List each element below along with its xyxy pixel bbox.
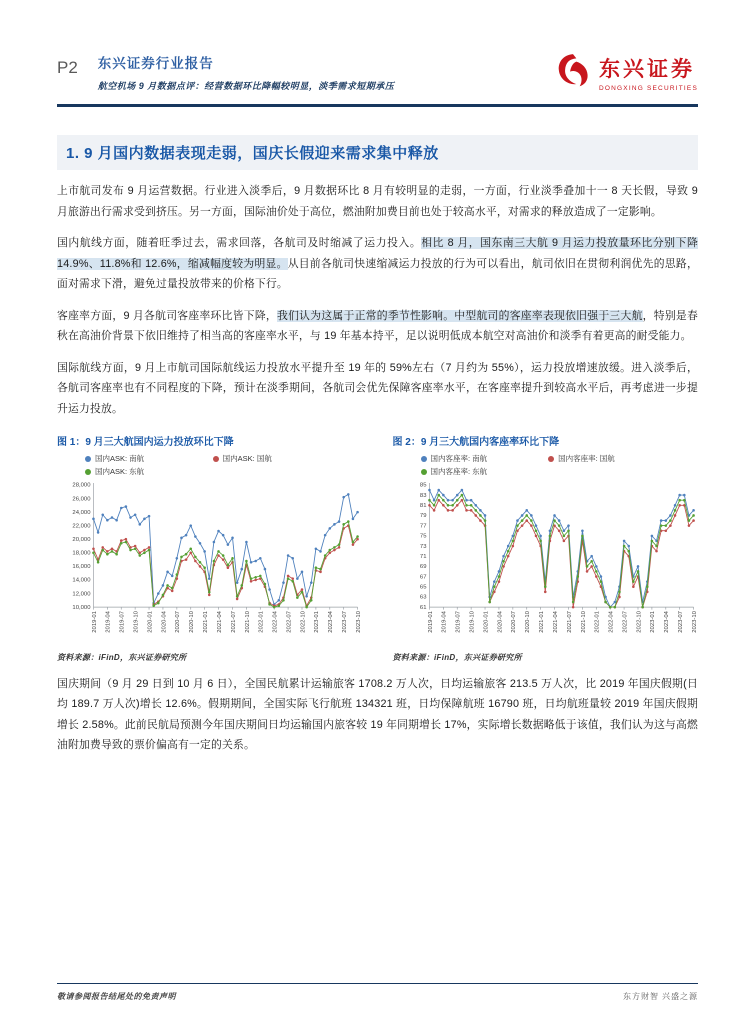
svg-text:2023-07: 2023-07 [677,611,684,633]
svg-text:12,000: 12,000 [72,591,91,598]
figure-1-title: 图 1：9 月三大航国内运力投放环比下降 [57,437,234,448]
figure-2-legend [421,453,699,477]
figure-2-title: 图 2：9 月三大航国内客座率环比下降 [392,437,560,448]
svg-text:2022-04: 2022-04 [272,611,279,633]
svg-text:2022-01: 2022-01 [258,611,265,633]
svg-text:14,000: 14,000 [72,577,91,584]
logo-name-cn: 东兴证券 [598,57,695,81]
svg-text:2020-01: 2020-01 [147,611,154,633]
legend-marker-icon [421,469,427,475]
svg-text:2020-04: 2020-04 [496,611,503,633]
svg-text:2023-10: 2023-10 [355,611,362,633]
svg-text:2019-01: 2019-01 [427,611,434,633]
figure-2-chart [393,479,699,649]
header-divider [57,104,698,107]
svg-text:81: 81 [419,503,427,510]
svg-text:75: 75 [419,533,427,540]
svg-text:2020-07: 2020-07 [510,611,517,633]
svg-text:2023-01: 2023-01 [314,611,321,633]
legend-item [213,453,341,464]
header-titles [98,52,395,92]
svg-text:71: 71 [419,553,427,560]
svg-text:2019-01: 2019-01 [91,611,98,633]
body-paragraphs-bottom [57,674,698,756]
text-run: 国庆期间（9 月 29 日到 10 月 6 日），全国民航累计运输旅客 1708.2 万人次，日均运输旅客 213.5 万人次，比 2019 年国庆假期(日均 189.7 万人次)增长 12.6%。假期期间，全国实际飞行航班 134321 班，日均保障航班 16790 班，日均航班量较 2019 年国庆假期增长 2.58%。此前民航局预测今年国庆期间日均运输国内旅客较 19 年同期增长 17%，实际增长数据略低于该值，我们认为这与高燃油附加费导致的票价偏高有一定的关系。 [57,677,698,751]
svg-text:2021-04: 2021-04 [552,611,559,633]
svg-text:2020-04: 2020-04 [161,611,168,633]
company-logo [553,50,698,95]
svg-text:2022-10: 2022-10 [635,611,642,633]
legend-item [85,466,213,477]
paragraph [57,233,698,295]
svg-text:10,000: 10,000 [72,604,91,611]
svg-text:2021-01: 2021-01 [538,611,545,633]
svg-text:67: 67 [419,574,427,581]
figure-2-source: 资料来源：iFinD，东兴证券研究所 [392,652,522,662]
figure-1-legend [85,453,363,477]
legend-marker-icon [85,469,91,475]
legend-marker-icon [548,456,554,462]
svg-text:77: 77 [419,523,427,530]
figure-1 [57,433,363,663]
legend-item [85,453,213,464]
svg-text:61: 61 [419,604,427,611]
logo-name-en: DONGXING SECURITIES [598,85,698,92]
legend-item [421,466,549,477]
svg-text:2021-10: 2021-10 [244,611,251,633]
svg-text:2021-04: 2021-04 [216,611,223,633]
legend-label: 国内客座率: 国航 [558,454,615,463]
svg-text:16,000: 16,000 [72,564,91,571]
highlighted-text: 我们认为这属于正常的季节性影响。中型航司的客座率表现依旧强于三大航 [277,309,643,322]
section-heading-bar [57,135,698,170]
svg-text:24,000: 24,000 [72,509,91,516]
text-run: 国际航线方面，9 月上市航司国际航线运力投放水平提升至 19 年的 59%左右（7 月约为 55%），运力投放增速放缓。进入淡季后，各航司客座率也有不同程度的下降，预计在淡季期间，各航司会优先保障客座率水平，在客座率提升到较高水平后，再考虑进一步提升运力投放。 [57,361,698,415]
svg-text:63: 63 [419,594,427,601]
svg-text:2022-01: 2022-01 [594,611,601,633]
legend-label: 国内ASK: 国航 [222,454,272,463]
svg-text:2023-04: 2023-04 [328,611,335,633]
legend-item [548,453,676,464]
legend-marker-icon [85,456,91,462]
logo-text [599,53,698,92]
svg-text:2019-10: 2019-10 [133,611,140,633]
svg-text:18,000: 18,000 [72,550,91,557]
figure-2 [393,433,699,663]
svg-text:2021-01: 2021-01 [202,611,209,633]
svg-text:2019-04: 2019-04 [105,611,112,633]
footer-slogan: 东方财智 兴盛之源 [623,992,698,1001]
page-number: P2 [57,58,78,77]
svg-text:2021-10: 2021-10 [580,611,587,633]
paragraph [57,674,698,756]
report-subtitle: 航空机场 9 月数据点评：经营数据环比降幅较明显，淡季需求短期承压 [97,81,395,91]
dongxing-logo-icon [553,50,593,95]
svg-text:20,000: 20,000 [72,536,91,543]
svg-text:2022-07: 2022-07 [621,611,628,633]
svg-text:2023-10: 2023-10 [691,611,698,633]
legend-marker-icon [421,456,427,462]
svg-text:2023-07: 2023-07 [342,611,349,633]
text-run: 国内航线方面，随着旺季过去，需求回落，各航司及时缩减了运力投入。 [57,237,422,249]
svg-text:2022-04: 2022-04 [608,611,615,633]
svg-text:2020-07: 2020-07 [175,611,182,633]
svg-text:69: 69 [419,564,427,571]
svg-text:2019-04: 2019-04 [441,611,448,633]
paragraph [57,306,698,347]
svg-text:2021-07: 2021-07 [566,611,573,633]
svg-text:2019-07: 2019-07 [119,611,126,633]
svg-text:26,000: 26,000 [72,496,91,503]
text-run: ，特别是春秋在高油价背景下依旧维持了相当高的客座率水平，与 19 年基本持平，足以说明低成本航空对高油价和淡季有着更高的耐受能力。 [57,309,698,342]
svg-text:28,000: 28,000 [72,482,91,489]
svg-text:2022-07: 2022-07 [286,611,293,633]
text-run: 从目前各航司快速缩减运力投放的行为可以看出，航司依旧在贯彻利润优先的思路，面对需求下滑，避免过量投放带来的价格下行。 [57,257,698,290]
line-chart [393,479,699,649]
page-header [57,50,698,95]
body-paragraphs-top [57,181,698,419]
legend-label: 国内ASK: 南航 [95,454,145,463]
legend-marker-icon [213,456,219,462]
line-chart [57,479,363,649]
svg-text:79: 79 [419,513,427,520]
paragraph [57,358,698,420]
svg-text:2023-04: 2023-04 [663,611,670,633]
report-type-title: 东兴证券行业报告 [97,56,214,71]
svg-text:2020-10: 2020-10 [189,611,196,633]
section-title: 1. 9 月国内数据表现走弱，国庆长假迎来需求集中释放 [66,145,439,162]
svg-text:83: 83 [419,492,427,499]
svg-text:2019-07: 2019-07 [455,611,462,633]
highlighted-text: 相比 8 月，国东南三大航 9 月运力投放量环比分别下降 14.9%、11.8%和 12.6%，缩减幅度较为明显。 [57,237,699,270]
figure-1-source: 资料来源：iFinD，东兴证券研究所 [57,652,187,662]
legend-item [421,453,549,464]
legend-label: 国内客座率: 南航 [430,454,488,463]
legend-label: 国内ASK: 东航 [95,467,145,476]
text-run: 上市航司发布 9 月运营数据。行业进入淡季后，9 月数据环比 8 月有较明显的走弱，一方面，行业淡季叠加十一 8 天长假，导致 9 月旅游出行需求受到挤压。另一方面，国际油价处于高位，燃油附加费目前也处于较高水平，对需求的释放造成了一定影响。 [57,185,698,218]
svg-text:73: 73 [419,543,427,550]
disclaimer-note: 敬请参阅报告结尾处的免责声明 [57,992,176,1001]
figure-1-chart [57,479,363,649]
svg-text:2020-10: 2020-10 [524,611,531,633]
svg-text:22,000: 22,000 [72,523,91,530]
text-run: 客座率方面，9 月各航司客座率环比皆下降， [57,309,278,322]
figures-row [57,433,698,663]
svg-text:65: 65 [419,584,427,591]
legend-label: 国内客座率: 东航 [430,467,488,476]
svg-text:2022-10: 2022-10 [300,611,307,633]
page-footer [57,983,698,1002]
svg-text:2020-01: 2020-01 [482,611,489,633]
svg-text:2019-10: 2019-10 [469,611,476,633]
svg-text:2023-01: 2023-01 [649,611,656,633]
svg-text:85: 85 [419,482,427,489]
paragraph [57,181,698,222]
svg-text:2021-07: 2021-07 [230,611,237,633]
